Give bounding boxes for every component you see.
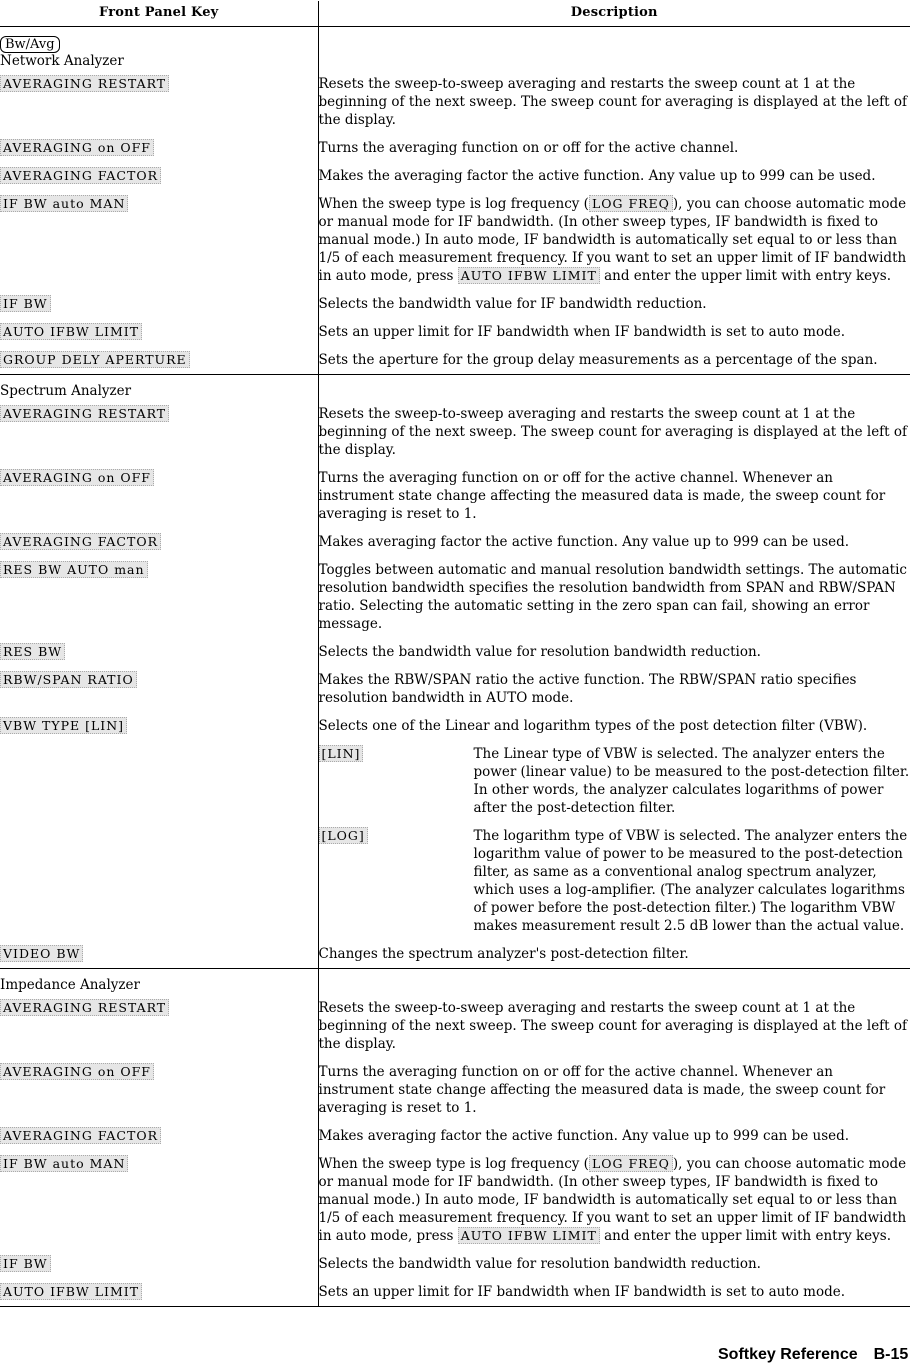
description-cell	[318, 994, 910, 1058]
table-row	[0, 318, 910, 346]
vbw-option-key-cell	[319, 827, 474, 935]
key-cell	[0, 712, 318, 940]
section-desc-cell	[318, 375, 910, 401]
table-row	[0, 666, 910, 712]
description-text: Turns the averaging function on or off for the active channel. Whenever an instrument state change affecting the measured data is made, the sweep count for averaging is reset to 1.	[318, 470, 886, 522]
softkey[interactable]: AVERAGING RESTART	[0, 405, 169, 422]
key-cell	[0, 1122, 318, 1150]
key-cell	[0, 1250, 318, 1278]
section-title: Impedance Analyzer	[0, 977, 140, 993]
description-text: Toggles between automatic and manual resolution bandwidth settings. The automatic resolution bandwidth specifies the resolution bandwidth from SPAN and RBW/SPAN ratio. Selecting the automatic setting in the zero span can fail, showing an error message.	[318, 562, 907, 632]
table-row	[0, 400, 910, 464]
key-cell	[0, 70, 318, 134]
key-cell	[0, 190, 318, 290]
key-cell	[0, 162, 318, 190]
softkey[interactable]: AVERAGING RESTART	[0, 999, 169, 1016]
description-cell	[318, 190, 910, 290]
vbw-option-description: The Linear type of VBW is selected. The analyzer enters the power (linear value) to be measured to the post-detection filter. In other words, the analyzer calculates logarithms of power after the post-detection filter.	[473, 746, 910, 816]
table-header-row	[0, 1, 910, 27]
softkey[interactable]: [LOG]	[319, 827, 368, 844]
description-cell	[318, 1278, 910, 1307]
inline-softkey: LOG FREQ	[589, 195, 673, 212]
softkey[interactable]: [LIN]	[319, 745, 364, 762]
description-text: When the sweep type is log frequency (	[318, 196, 589, 212]
key-cell	[0, 1150, 318, 1250]
description-text: Turns the averaging function on or off for the active channel. Whenever an instrument state change affecting the measured data is made, the sweep count for averaging is reset to 1.	[318, 1064, 886, 1116]
key-cell	[0, 556, 318, 638]
table-row	[0, 346, 910, 375]
key-cell	[0, 528, 318, 556]
description-cell	[318, 290, 910, 318]
table-row	[0, 994, 910, 1058]
column-header-front-panel-key: Front Panel Key	[0, 1, 318, 27]
description-text: and enter the upper limit with entry keys.	[599, 1228, 892, 1244]
key-cell	[0, 940, 318, 969]
description-text: Selects one of the Linear and logarithm types of the post detection filter (VBW).	[318, 718, 868, 734]
key-cell	[0, 400, 318, 464]
softkey[interactable]: RES BW AUTO man	[0, 561, 148, 578]
bw-avg-hardkey[interactable]: Bw/Avg	[0, 36, 60, 53]
description-cell	[318, 666, 910, 712]
inline-softkey: LOG FREQ	[589, 1155, 673, 1172]
description-text: Turns the averaging function on or off for the active channel.	[318, 140, 739, 156]
softkey[interactable]: AVERAGING on OFF	[0, 1063, 154, 1080]
description-cell	[318, 528, 910, 556]
page-footer	[718, 1346, 908, 1364]
vbw-option	[319, 745, 910, 817]
table-row	[0, 70, 910, 134]
key-cell	[0, 666, 318, 712]
softkey[interactable]: RES BW	[0, 643, 65, 660]
description-text: Selects the bandwidth value for IF bandwidth reduction.	[318, 296, 707, 312]
table-row	[0, 134, 910, 162]
key-cell	[0, 134, 318, 162]
section-desc-cell	[318, 969, 910, 995]
description-cell	[318, 162, 910, 190]
key-cell	[0, 346, 318, 375]
table-row	[0, 1278, 910, 1307]
description-text: and enter the upper limit with entry keys.	[599, 268, 892, 284]
section-title: Spectrum Analyzer	[0, 383, 132, 399]
table-row	[0, 712, 910, 940]
page-number: B-15	[873, 1346, 909, 1363]
softkey[interactable]: AUTO IFBW LIMIT	[0, 1283, 142, 1300]
table-row	[0, 528, 910, 556]
description-cell	[318, 400, 910, 464]
section-key-cell	[0, 375, 318, 401]
section-key-cell	[0, 27, 318, 71]
table-row	[0, 464, 910, 528]
softkey[interactable]: AVERAGING on OFF	[0, 469, 154, 486]
table-row	[0, 190, 910, 290]
softkey[interactable]: AVERAGING RESTART	[0, 75, 169, 92]
softkey[interactable]: VBW TYPE [LIN]	[0, 717, 127, 734]
key-cell	[0, 318, 318, 346]
softkey[interactable]: AUTO IFBW LIMIT	[0, 323, 142, 340]
description-text: Makes the RBW/SPAN ratio the active function. The RBW/SPAN ratio specifies resolution bandwidth in AUTO mode.	[318, 672, 857, 706]
description-text: Makes averaging factor the active function. Any value up to 999 can be used.	[318, 1128, 850, 1144]
description-text: Makes the averaging factor the active function. Any value up to 999 can be used.	[318, 168, 876, 184]
description-cell	[318, 318, 910, 346]
description-cell	[318, 638, 910, 666]
description-text: Selects the bandwidth value for resolution bandwidth reduction.	[318, 1256, 761, 1272]
description-text: ), you can choose automatic mode or manual mode for IF bandwidth. (In other sweep types, IF bandwidth is fixed to manual mode.) In auto mode, IF bandwidth is automatically set equal to or less than 1/5 of each measurement frequency. If you want to set an upper limit of IF bandwidth in auto mode, press	[318, 1156, 907, 1244]
description-cell	[318, 712, 910, 940]
footer-title: Softkey Reference	[718, 1346, 858, 1363]
section-header-row	[0, 969, 910, 995]
table-row	[0, 1122, 910, 1150]
inline-softkey: AUTO IFBW LIMIT	[458, 1227, 600, 1244]
description-cell	[318, 940, 910, 969]
description-text: Sets an upper limit for IF bandwidth when IF bandwidth is set to auto mode.	[318, 1284, 846, 1300]
softkey-reference-table	[0, 1, 910, 1307]
softkey[interactable]: AVERAGING FACTOR	[0, 533, 161, 550]
description-cell	[318, 1250, 910, 1278]
section-header-row	[0, 27, 910, 71]
description-text: Resets the sweep-to-sweep averaging and restarts the sweep count at 1 at the beginning of the next sweep. The sweep count for averaging is displayed at the left of the display.	[318, 76, 908, 128]
key-cell	[0, 638, 318, 666]
description-cell	[318, 70, 910, 134]
section-header-row	[0, 375, 910, 401]
column-header-description: Description	[318, 1, 910, 27]
table-row	[0, 1058, 910, 1122]
table-row	[0, 638, 910, 666]
softkey[interactable]: IF BW	[0, 295, 51, 312]
key-cell	[0, 1278, 318, 1307]
table-row	[0, 1250, 910, 1278]
description-cell	[318, 464, 910, 528]
table-row	[0, 556, 910, 638]
description-text: Sets the aperture for the group delay measurements as a percentage of the span.	[318, 352, 878, 368]
section-desc-cell	[318, 27, 910, 71]
description-cell	[318, 1058, 910, 1122]
description-cell	[318, 1150, 910, 1250]
vbw-option	[319, 827, 910, 935]
key-cell	[0, 290, 318, 318]
description-cell	[318, 346, 910, 375]
description-text: Sets an upper limit for IF bandwidth when IF bandwidth is set to auto mode.	[318, 324, 846, 340]
softkey[interactable]: IF BW	[0, 1255, 51, 1272]
softkey[interactable]: AVERAGING on OFF	[0, 139, 154, 156]
description-text: When the sweep type is log frequency (	[318, 1156, 589, 1172]
softkey[interactable]: RBW/SPAN RATIO	[0, 671, 137, 688]
inline-softkey: AUTO IFBW LIMIT	[458, 267, 600, 284]
description-cell	[318, 1122, 910, 1150]
description-text: ), you can choose automatic mode or manual mode for IF bandwidth. (In other sweep types, IF bandwidth is fixed to manual mode.) In auto mode, IF bandwidth is automatically set equal to or less than 1/5 of each measurement frequency. If you want to set an upper limit of IF bandwidth in auto mode, press	[318, 196, 907, 284]
description-text: Makes averaging factor the active function. Any value up to 999 can be used.	[318, 534, 850, 550]
table-body	[0, 27, 910, 1307]
description-cell	[318, 556, 910, 638]
description-text: Resets the sweep-to-sweep averaging and restarts the sweep count at 1 at the beginning of the next sweep. The sweep count for averaging is displayed at the left of the display.	[318, 1000, 908, 1052]
key-cell	[0, 1058, 318, 1122]
table-row	[0, 162, 910, 190]
softkey[interactable]: GROUP DELY APERTURE	[0, 351, 190, 368]
vbw-option-key-cell	[319, 745, 474, 817]
softkey[interactable]: VIDEO BW	[0, 945, 83, 962]
key-cell	[0, 994, 318, 1058]
softkey[interactable]: AVERAGING FACTOR	[0, 167, 161, 184]
table-row	[0, 940, 910, 969]
description-text: Resets the sweep-to-sweep averaging and restarts the sweep count at 1 at the beginning of the next sweep. The sweep count for averaging is displayed at the left of the display.	[318, 406, 908, 458]
description-text: Selects the bandwidth value for resolution bandwidth reduction.	[318, 644, 761, 660]
section-key-cell	[0, 969, 318, 995]
softkey[interactable]: IF BW auto MAN	[0, 195, 128, 212]
description-text: Changes the spectrum analyzer's post-detection filter.	[318, 946, 689, 962]
key-cell	[0, 464, 318, 528]
table-row	[0, 1150, 910, 1250]
description-cell	[318, 134, 910, 162]
vbw-option-description: The logarithm type of VBW is selected. The analyzer enters the logarithm value of power to be measured to the post-detection filter, as same as a conventional analog spectrum analyzer, which uses a log-amplifier. (The analyzer calculates logarithms of power before the post-detection filter.) The logarithm VBW makes measurement result 2.5 dB lower than the actual value.	[473, 828, 908, 934]
softkey[interactable]: AVERAGING FACTOR	[0, 1127, 161, 1144]
section-title: Network Analyzer	[0, 53, 124, 69]
softkey[interactable]: IF BW auto MAN	[0, 1155, 128, 1172]
table-row	[0, 290, 910, 318]
